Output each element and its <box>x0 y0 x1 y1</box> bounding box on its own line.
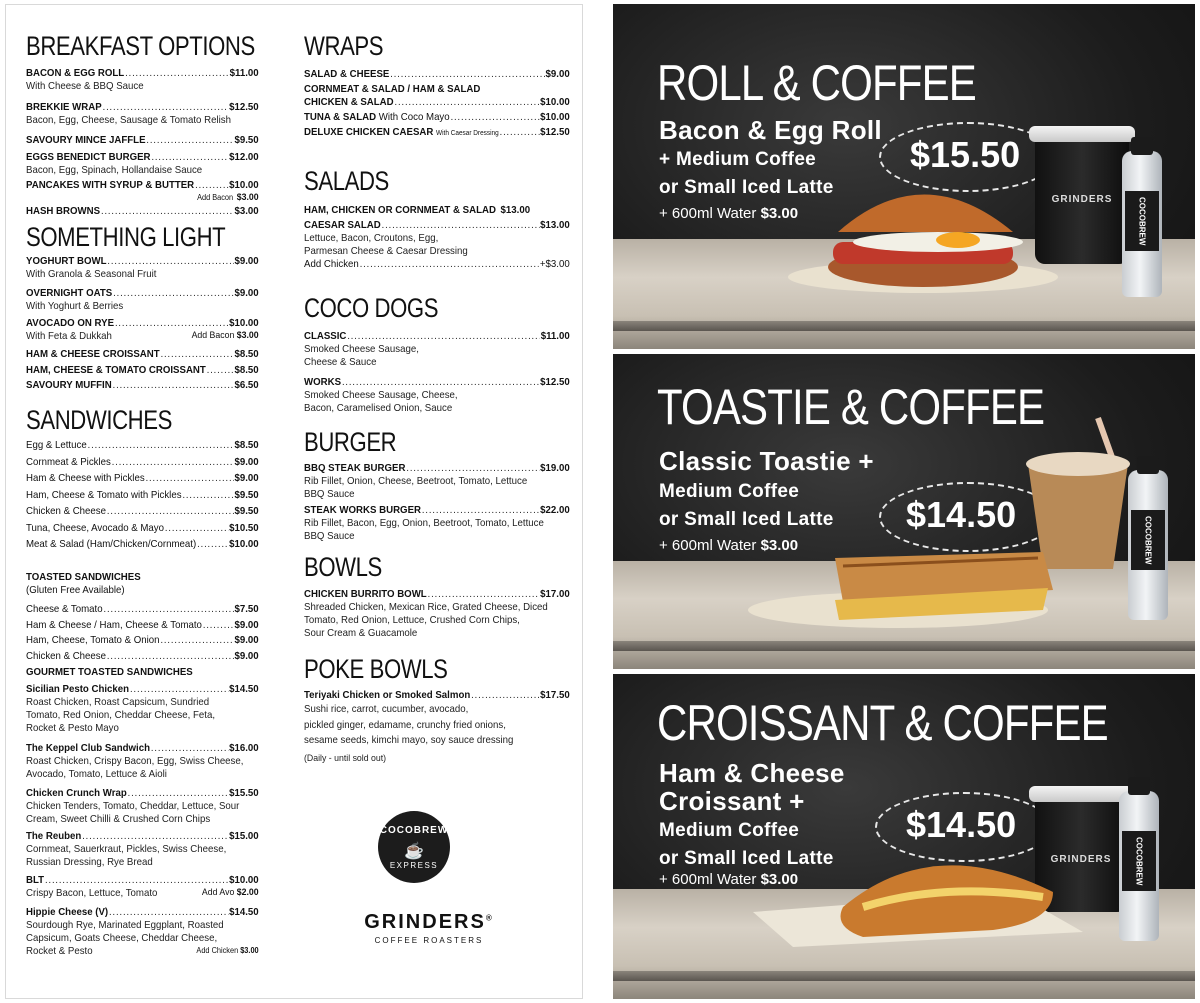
menu-item: The Keppel Club Sandwich ..... $16.00 Roast Chicken, Crispy Bacon, Egg, Swiss Cheese, Avocado, Tomato, Lettuce & Aioli <box>26 742 259 781</box>
section-title-coco-dogs: COCO DOGS <box>304 293 439 323</box>
coffee-cup-image: GRINDERS <box>1035 134 1129 264</box>
menu-item: CHICKEN BURRITO BOWL ..... $17.00 Shreaded Chicken, Mexican Rice, Grated Cheese, Diced Tomato, Red Onion, Lettuce, Crushed Corn Chips, Sour Cream & Guacamole <box>304 588 570 640</box>
menu-item: PANCAKES WITH SYRUP & BUTTER ..... $10.00 Add Bacon $3.00 <box>26 179 259 204</box>
section-title-bowls: BOWLS <box>304 552 382 582</box>
promo-price: $15.50 <box>910 134 1021 175</box>
promo-title: ROLL & COFFEE <box>657 55 976 111</box>
cocobrew-logo: COCOBREW ☕ EXPRESS <box>378 811 450 883</box>
menu-item-list: SALAD & CHEESE ..... $9.00 CORNMEAT & SALAD / HAM & SALAD CHICKEN & SALAD ..... $10.00 TUNA & SALAD With Coco Mayo ..... $10.00 DELUXE CHICKEN CAESAR With Caesar Dressing ..... $12.50 <box>304 68 570 140</box>
menu-item-list: HAM, CHICKEN OR CORNMEAT & SALAD $13.00 CAESAR SALAD ..... $13.00 Lettuce, Bacon, Croutons, Egg, Parmesan Cheese & Caesar Dressing Add Chicken ..... +$3.00 <box>304 204 570 271</box>
menu-item: OVERNIGHT OATS ..... $9.00 With Yoghurt & Berries <box>26 287 259 313</box>
menu-item: SAVOURY MINCE JAFFLE ..... $9.50 <box>26 134 259 147</box>
menu-item: BBQ STEAK BURGER ..... $19.00 Rib Fillet, Onion, Cheese, Beetroot, Tomato, Lettuce BBQ Sauce <box>304 462 570 501</box>
croissant-image <box>753 852 1083 952</box>
section-title-sandwiches: SANDWICHES <box>26 405 172 435</box>
water-bottle-image: COCOBREW <box>1122 151 1162 297</box>
promo-price: $14.50 <box>906 804 1017 845</box>
menu-item: Teriyaki Chicken or Smoked Salmon ..... $17.50 Sushi rice, carrot, cucumber, avocado, pickled ginger, edamame, crunchy fried onions, sesame seeds, kimchi mayo, soy sauce dressing (Daily - until sold out) <box>304 689 570 765</box>
menu-sheet <box>5 4 583 999</box>
promo-roll-coffee: ROLL & COFFEE Bacon & Egg Roll + Medium Coffee or Small Iced Latte + 600ml Water $3.00 $15.50 GRINDERS COCOBREW <box>613 4 1195 349</box>
menu-item: HAM & CHEESE CROISSANT ..... $8.50 <box>26 348 259 361</box>
menu-item: BACON & EGG ROLL ..... $11.00 With Cheese & BBQ Sauce <box>26 67 259 93</box>
menu-item: STEAK WORKS BURGER ..... $22.00 Rib Fillet, Bacon, Egg, Onion, Beetroot, Tomato, Lettuce BBQ Sauce <box>304 504 570 543</box>
section-title-salads: SALADS <box>304 166 389 196</box>
promo-panels <box>613 4 1195 999</box>
bacon-egg-roll-image <box>783 172 1058 297</box>
section-title-something-light: SOMETHING LIGHT <box>26 222 226 252</box>
menu-item: Sicilian Pesto Chicken ..... $14.50 Roast Chicken, Roast Capsicum, Sundried Tomato, Red Onion, Cheddar Cheese, Feta, Rocket & Pesto Mayo <box>26 683 259 735</box>
menu-item: HASH BROWNS ..... $3.00 <box>26 205 259 218</box>
promo-croissant-coffee: CROISSANT & COFFEE Ham & Cheese Croissant + Medium Coffee or Small Iced Latte + 600ml Water $3.00 $14.50 GRINDERS COCOBREW <box>613 674 1195 999</box>
menu-item-list: Egg & Lettuce ..... $8.50 Cornmeat & Pickles ..... $9.00 Ham & Cheese with Pickles ..... $9.00 Ham, Cheese & Tomato with Pickles ..... $9.50 Chicken & Cheese ..... $9.50 Tuna, Cheese, Avocado & Mayo ..... $10.50 Meat & Salad (Ham/Chicken/Cornmeat) ..... $10.00 <box>26 439 259 551</box>
menu-item: AVOCADO ON RYE ..... $10.00 With Feta & Dukkah Add Bacon $3.00 <box>26 317 259 343</box>
menu-item: BREKKIE WRAP ..... $12.50 Bacon, Egg, Cheese, Sausage & Tomato Relish <box>26 101 259 127</box>
section-title-poke-bowls: POKE BOWLS <box>304 654 448 684</box>
promo-toastie-coffee: TOASTIE & COFFEE Classic Toastie + Medium Coffee or Small Iced Latte + 600ml Water $3.00 $14.50 COCOBREW <box>613 354 1195 669</box>
menu-item-list: Cheese & Tomato ..... $7.50 Ham & Cheese / Ham, Cheese & Tomato ..... $9.00 Ham, Cheese, Tomato & Onion ..... $9.00 Chicken & Cheese ..... $9.00 <box>26 603 259 663</box>
promo-price: $14.50 <box>906 494 1017 535</box>
section-title-toasted: TOASTED SANDWICHES (Gluten Free Available) <box>26 571 141 596</box>
section-title-burger: BURGER <box>304 427 397 457</box>
toastie-image <box>743 540 1053 630</box>
menu-item: The Reuben ..... $15.00 Cornmeat, Sauerkraut, Pickles, Swiss Cheese, Russian Dressing, Rye Bread <box>26 830 259 869</box>
menu-item: BLT ..... $10.00 Crispy Bacon, Lettuce, Tomato Add Avo $2.00 <box>26 874 259 900</box>
menu-item: YOGHURT BOWL ..... $9.00 With Granola & Seasonal Fruit <box>26 255 259 281</box>
water-bottle-image: COCOBREW <box>1119 791 1159 941</box>
menu-item: Hippie Cheese (V) ..... $14.50 Sourdough Rye, Marinated Eggplant, Roasted Capsicum, Goats Cheese, Cheddar Cheese, Rocket & Pesto Add Chicken $3.00 <box>26 906 259 958</box>
menu-item: CLASSIC ..... $11.00 Smoked Cheese Sausage, Cheese & Sauce <box>304 330 570 369</box>
section-title-gourmet: GOURMET TOASTED SANDWICHES <box>26 666 193 678</box>
coffee-cup-image: GRINDERS <box>1035 794 1127 912</box>
section-title-breakfast: BREAKFAST OPTIONS <box>26 31 255 61</box>
promo-title: CROISSANT & COFFEE <box>657 695 1108 751</box>
promo-title: TOASTIE & COFFEE <box>657 379 1045 435</box>
grinders-logo: GRINDERS® COFFEE ROASTERS <box>364 911 494 945</box>
menu-item: WORKS ..... $12.50 Smoked Cheese Sausage, Cheese, Bacon, Caramelised Onion, Sauce <box>304 376 570 415</box>
coffee-cup-icon: ☕ <box>404 843 424 860</box>
menu-item: HAM, CHEESE & TOMATO CROISSANT ..... $8.50 <box>26 364 259 377</box>
menu-item: EGGS BENEDICT BURGER ..... $12.00 Bacon, Egg, Spinach, Hollandaise Sauce <box>26 151 259 177</box>
water-bottle-image: COCOBREW <box>1128 470 1168 620</box>
menu-item: SAVOURY MUFFIN ..... $6.50 <box>26 379 259 392</box>
menu-item: Chicken Crunch Wrap ..... $15.50 Chicken Tenders, Tomato, Cheddar, Lettuce, Sour Cream, Sweet Chilli & Crushed Corn Chips <box>26 787 259 826</box>
section-title-wraps: WRAPS <box>304 31 384 61</box>
